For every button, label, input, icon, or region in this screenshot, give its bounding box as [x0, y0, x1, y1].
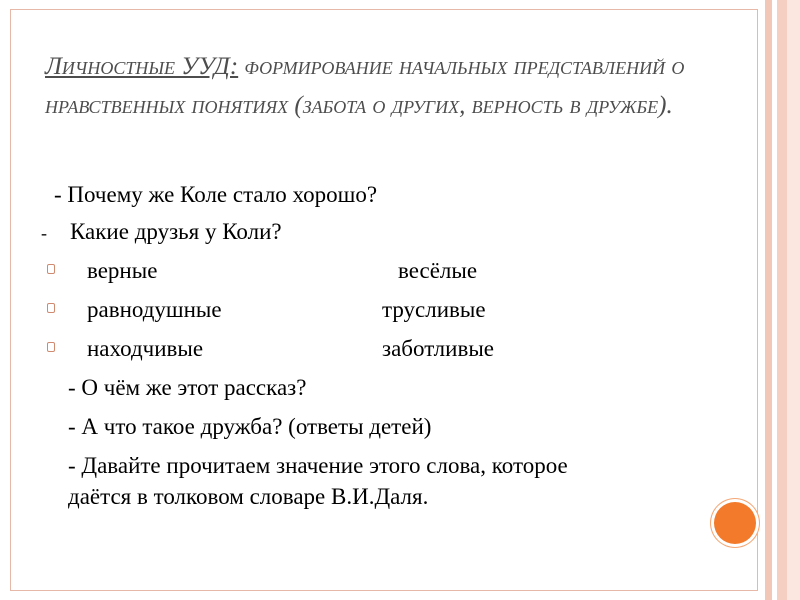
word-4: трусливые	[382, 297, 486, 322]
dash-bullet: -	[41, 223, 47, 243]
decor-stripe-right	[787, 0, 800, 600]
question-1: - Почему же Коле стало хорошо?	[54, 182, 378, 207]
word-3: равнодушные	[87, 297, 222, 322]
question-2: Какие друзья у Коли?	[70, 219, 282, 244]
title-underlined-part: Личностные УУД:	[45, 53, 239, 80]
question-3: - О чём же этот рассказ?	[68, 375, 307, 400]
word-5: находчивые	[87, 336, 204, 361]
bullet-icon	[47, 342, 55, 352]
bullet-icon	[47, 303, 55, 313]
word-1: верные	[87, 258, 158, 283]
decor-stripe-left	[765, 0, 772, 600]
bullet-icon	[47, 264, 55, 274]
decor-orange-circle	[711, 499, 759, 547]
question-4: - А что такое дружба? (ответы детей)	[68, 414, 432, 439]
word-6: заботливые	[382, 336, 494, 361]
word-2: весёлые	[398, 258, 478, 283]
question-5-line1: - Давайте прочитаем значение этого слова, которое	[68, 453, 568, 478]
question-5-line2: даётся в толковом словаре В.И.Даля.	[68, 484, 429, 509]
decor-stripe-middle	[777, 0, 787, 600]
slide-title	[45, 47, 705, 125]
title-rest: формирование начальных представлений о нравственных понятиях (забота о других, верность в дружбе).	[45, 53, 685, 119]
